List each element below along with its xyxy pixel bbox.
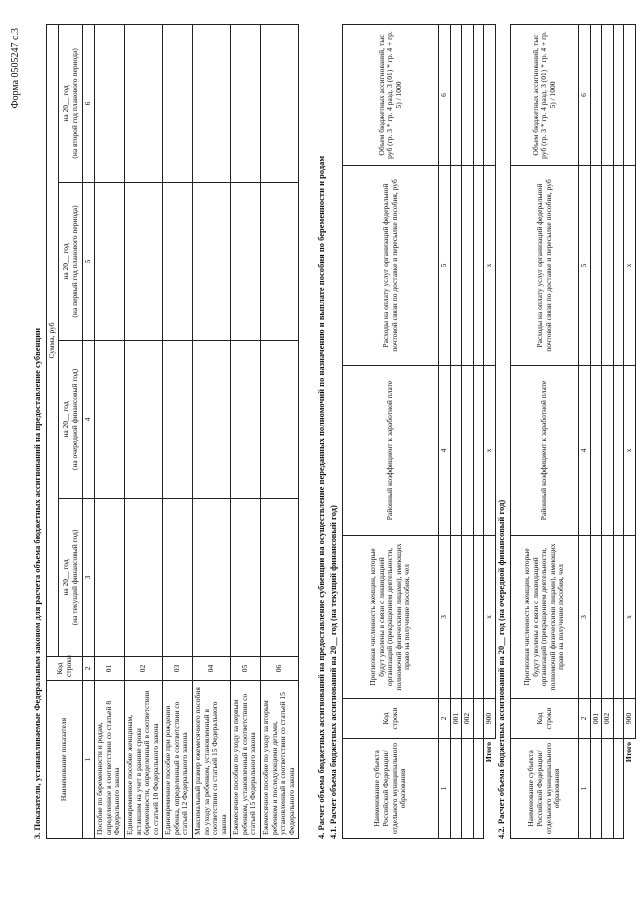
input-cell[interactable] <box>124 183 162 341</box>
input-cell[interactable] <box>613 536 623 699</box>
input-cell[interactable] <box>613 166 623 366</box>
input-cell[interactable] <box>613 25 623 166</box>
col-header-subject: Наименование субъекта Российской Федерации/отдельного муниципального образования <box>343 739 439 839</box>
input-cell[interactable] <box>590 166 602 366</box>
section3-table <box>46 24 299 839</box>
col-header-period-2: на 20__ год (на очередной финансовый год) <box>59 341 83 499</box>
input-cell[interactable] <box>473 366 483 536</box>
input-cell[interactable] <box>162 341 192 499</box>
total-label: Итого <box>623 739 635 839</box>
input-cell[interactable] <box>590 739 602 839</box>
col-header-forecast: Прогнозная численность женщин, которые будут уволены в связи с ликвидацией организаций (прекращением деятельности, полномочий физическими лицами), имеющих право на получение пособия, чел <box>511 536 579 699</box>
input-cell[interactable] <box>483 25 495 166</box>
total-row: Итого 900 x x x <box>623 25 635 839</box>
input-cell[interactable] <box>124 24 162 182</box>
input-cell[interactable] <box>230 24 260 182</box>
input-cell[interactable] <box>613 699 623 739</box>
input-cell[interactable] <box>602 536 614 699</box>
col-header-period-4: на 20__ год (на второй год планового периода) <box>59 24 83 182</box>
input-cell[interactable] <box>462 166 474 366</box>
col-header-volume: Объем бюджетных ассигнований, тыс руб (гр. 3 * гр. 4 разд. 3 (01) * гр. 4 + гр. 5) / 1000 <box>511 25 579 166</box>
input-cell[interactable] <box>162 183 192 341</box>
input-cell[interactable] <box>260 183 298 341</box>
input-cell[interactable] <box>94 24 124 182</box>
input-cell[interactable] <box>602 25 614 166</box>
input-cell[interactable] <box>124 341 162 499</box>
table-row: 002 <box>462 25 474 839</box>
col-header-expenses: Расходы на оплату услуг организаций федеральной почтовой связи по доставке и пересылке пособия, руб <box>343 166 439 366</box>
input-cell[interactable] <box>450 366 462 536</box>
column-numbers-row: 1 2 3 4 5 6 <box>439 25 451 839</box>
input-cell[interactable] <box>473 166 483 366</box>
col-header-code: Код строки <box>343 699 439 739</box>
input-cell[interactable] <box>260 341 298 499</box>
col-header-coefficient: Районный коэффициент к заработной плате <box>511 366 579 536</box>
col-header-expenses: Расходы на оплату услуг организаций федеральной почтовой связи по доставке и пересылке пособия, руб <box>511 166 579 366</box>
input-cell[interactable] <box>602 166 614 366</box>
total-label: Итого <box>483 739 495 839</box>
table-row: Пособие по беременности и родам, определенное в соответствии со статьей 8 Федерального закона 01 <box>94 24 124 838</box>
input-cell[interactable] <box>162 499 192 657</box>
input-cell[interactable] <box>450 739 462 839</box>
col-header-forecast: Прогнозная численность женщин, которые будут уволены в связи с ликвидацией организаций (прекращением деятельности, полномочий физическими лицами), имеющих право на получение пособия, чел <box>343 536 439 699</box>
input-cell[interactable] <box>462 25 474 166</box>
input-cell[interactable] <box>450 166 462 366</box>
input-cell[interactable] <box>260 24 298 182</box>
table-row <box>473 25 483 839</box>
input-cell[interactable] <box>124 499 162 657</box>
input-cell[interactable] <box>192 24 230 182</box>
input-cell[interactable] <box>473 699 483 739</box>
input-cell[interactable] <box>473 25 483 166</box>
table-row: Единовременное пособие при рождении ребенка, определенный в соответствии со статьей 12 Федерального закона 03 <box>162 24 192 838</box>
col-header-subject: Наименование субъекта Российской Федерации/отдельного муниципального образования <box>511 739 579 839</box>
input-cell[interactable] <box>473 536 483 699</box>
table-row: 001 <box>450 25 462 839</box>
section4-title: 4. Расчет объема бюджетных ассигнований на предоставление субвенции на осуществление переданных полномочий по назначению и выплате пособия по беременности и родам <box>316 155 326 839</box>
column-numbers-row: 1 2 3 4 5 6 <box>83 24 95 838</box>
input-cell[interactable] <box>613 739 623 839</box>
input-cell[interactable] <box>462 536 474 699</box>
col-header-coefficient: Районный коэффициент к заработной плате <box>343 366 439 536</box>
col-header-volume: Объем бюджетных ассигнований, тыс руб (гр. 3 * гр. 4 разд. 3 (01) * гр. 4 + гр. 5) / 1000 <box>343 25 439 166</box>
input-cell[interactable] <box>94 499 124 657</box>
section42-table <box>510 24 636 839</box>
table-row: 001 <box>590 25 602 839</box>
input-cell[interactable] <box>94 183 124 341</box>
col-header-code: Код строки <box>511 699 579 739</box>
input-cell[interactable] <box>230 183 260 341</box>
input-cell[interactable] <box>590 366 602 536</box>
input-cell[interactable] <box>473 739 483 839</box>
col-header-code: Код строки <box>47 657 83 681</box>
input-cell[interactable] <box>602 739 614 839</box>
form-number: Форма 0505247 с.3 <box>10 28 21 109</box>
input-cell[interactable] <box>602 366 614 536</box>
section3-title: 3. Показатели, устанавливаемые Федеральным законом для расчета объема бюджетных ассигнований на предоставление субвенции <box>32 327 42 839</box>
col-header-name: Наименование показателя <box>47 681 83 839</box>
col-header-period-3: на 20__ год (на первый год планового периода) <box>59 183 83 341</box>
input-cell[interactable] <box>192 499 230 657</box>
input-cell[interactable] <box>230 341 260 499</box>
input-cell[interactable] <box>613 366 623 536</box>
table-row: Единовременное пособие женщинам, вставшим на учет в ранние сроки беременности, определенный в соответствии со статьей 10 Федерального закона 02 <box>124 24 162 838</box>
input-cell[interactable] <box>462 739 474 839</box>
input-cell[interactable] <box>94 341 124 499</box>
input-cell[interactable] <box>192 183 230 341</box>
total-row: Итого 900 x x x <box>483 25 495 839</box>
input-cell[interactable] <box>230 499 260 657</box>
table-row <box>613 25 623 839</box>
table-row: 002 <box>602 25 614 839</box>
section41-title: 4.1. Расчет объема бюджетных ассигнований на 20__ год (на текущий финансовый год) <box>328 505 338 839</box>
input-cell[interactable] <box>462 366 474 536</box>
table-row: Максимальный размер ежемесячного пособия по уходу за ребенком, установленный в соответствии со статьей 15 Федерального закона 04 <box>192 24 230 838</box>
input-cell[interactable] <box>623 25 635 166</box>
column-numbers-row: 1 2 3 4 5 6 <box>579 25 591 839</box>
section41-table <box>342 24 496 839</box>
table-row: Ежемесячное пособие по уходу за первым ребенком, установленный в соответствии со статьей 15 Федерального закона 05 <box>230 24 260 838</box>
input-cell[interactable] <box>192 341 230 499</box>
table-row: Ежемесячное пособие по уходу за вторым ребенком и последующими детьми, установленный в соответствии со статьей 15 Федерального закона 06 <box>260 24 298 838</box>
input-cell[interactable] <box>450 536 462 699</box>
section42-title: 4.2. Расчет объема бюджетных ассигнований на 20__ год (на очередной финансовый год) <box>496 499 506 839</box>
input-cell[interactable] <box>590 536 602 699</box>
input-cell[interactable] <box>162 24 192 182</box>
input-cell[interactable] <box>590 25 602 166</box>
input-cell[interactable] <box>450 25 462 166</box>
col-header-period-1: на 20__ год (на текущий финансовый год) <box>59 499 83 657</box>
col-header-sum: Сумма, руб <box>47 24 59 656</box>
input-cell[interactable] <box>260 499 298 657</box>
